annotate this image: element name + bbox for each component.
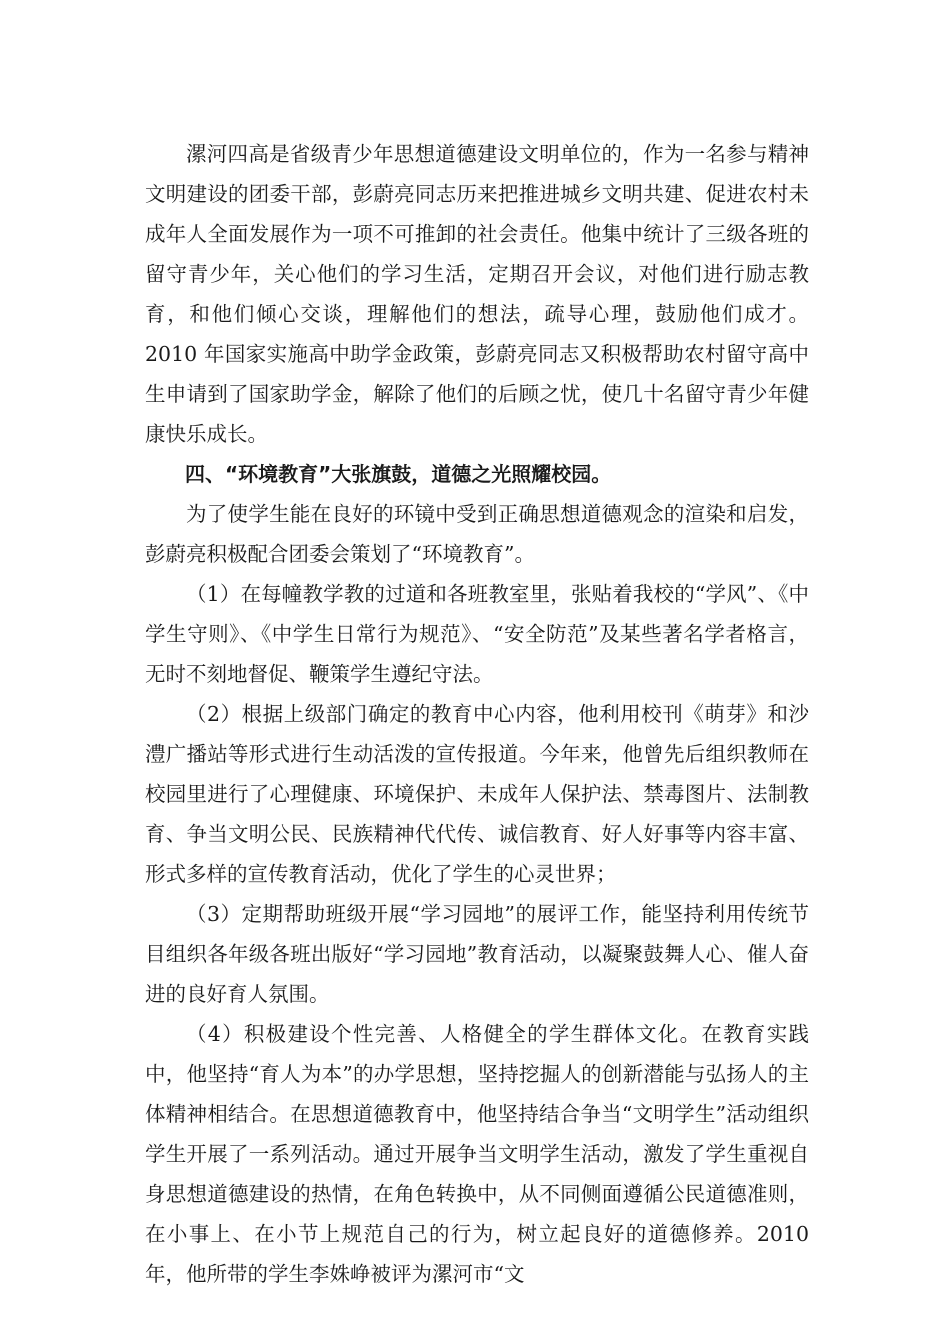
section-heading-environment-education: 四、“环境教育”大张旗鼓，道德之光照耀校园。 <box>185 462 612 486</box>
paragraph-left-behind-youth: 漯河四高是省级青少年思想道德建设文明单位的，作为一名参与精神文明建设的团委干部，彭蔚亮同志历来把推进城乡文明共建、促进农村未成年人全面发展作为一项不可推卸的社会责任。他集中统计了三级各班的留守青少年，关心他们的学习生活，定期召开会议，对他们进行励志教育，和他们倾心交谈，理解他们的想法，疏导心理，鼓励他们成才。2010 年国家实施高中助学金政策，彭蔚亮同志又积极帮助农村留守高中生申请到了国家助学金，解除了他们的后顾之忧，使几十名留守青少年健康快乐成长。 <box>145 142 809 446</box>
paragraph-item-1: （1）在每幢教学教的过道和各班教室里，张贴着我校的“学风”、《中学生守则》、《中学生日常行为规范》、“安全防范”及某些著名学者格言，无时不刻地督促、鞭策学生遵纪守法。 <box>145 582 809 686</box>
paragraph-item-4: （4）积极建设个性完善、人格健全的学生群体文化。在教育实践中，他坚持“育人为本”的办学思想，坚持挖掘人的创新潜能与弘扬人的主体精神相结合。在思想道德教育中，他坚持结合争当“文明学生”活动组织学生开展了一系列活动。通过开展争当文明学生活动，激发了学生重视自身思想道德建设的热情，在角色转换中，从不同侧面遵循公民道德准则，在小事上、在小节上规范自己的行为，树立起良好的道德修养。2010 年，他所带的学生李姝峥被评为漯河市“文 <box>145 1022 809 1286</box>
paragraph-item-2: （2）根据上级部门确定的教育中心内容，他利用校刊《萌芽》和沙澧广播站等形式进行生动活泼的宣传报道。今年来，他曾先后组织教师在校园里进行了心理健康、环境保护、未成年人保护法、禁毒图片、法制教育、争当文明公民、民族精神代代传、诚信教育、好人好事等内容丰富、形式多样的宣传教育活动，优化了学生的心灵世界； <box>145 702 809 886</box>
document-body <box>145 134 809 1294</box>
paragraph-item-3: （3）定期帮助班级开展“学习园地”的展评工作，能坚持利用传统节目组织各年级各班出版好“学习园地”教育活动，以凝聚鼓舞人心、催人奋进的良好育人氛围。 <box>145 902 809 1006</box>
paragraph-environment-intro: 为了使学生能在良好的环镜中受到正确思想道德观念的渲染和启发，彭蔚亮积极配合团委会策划了“环境教育”。 <box>145 502 809 566</box>
